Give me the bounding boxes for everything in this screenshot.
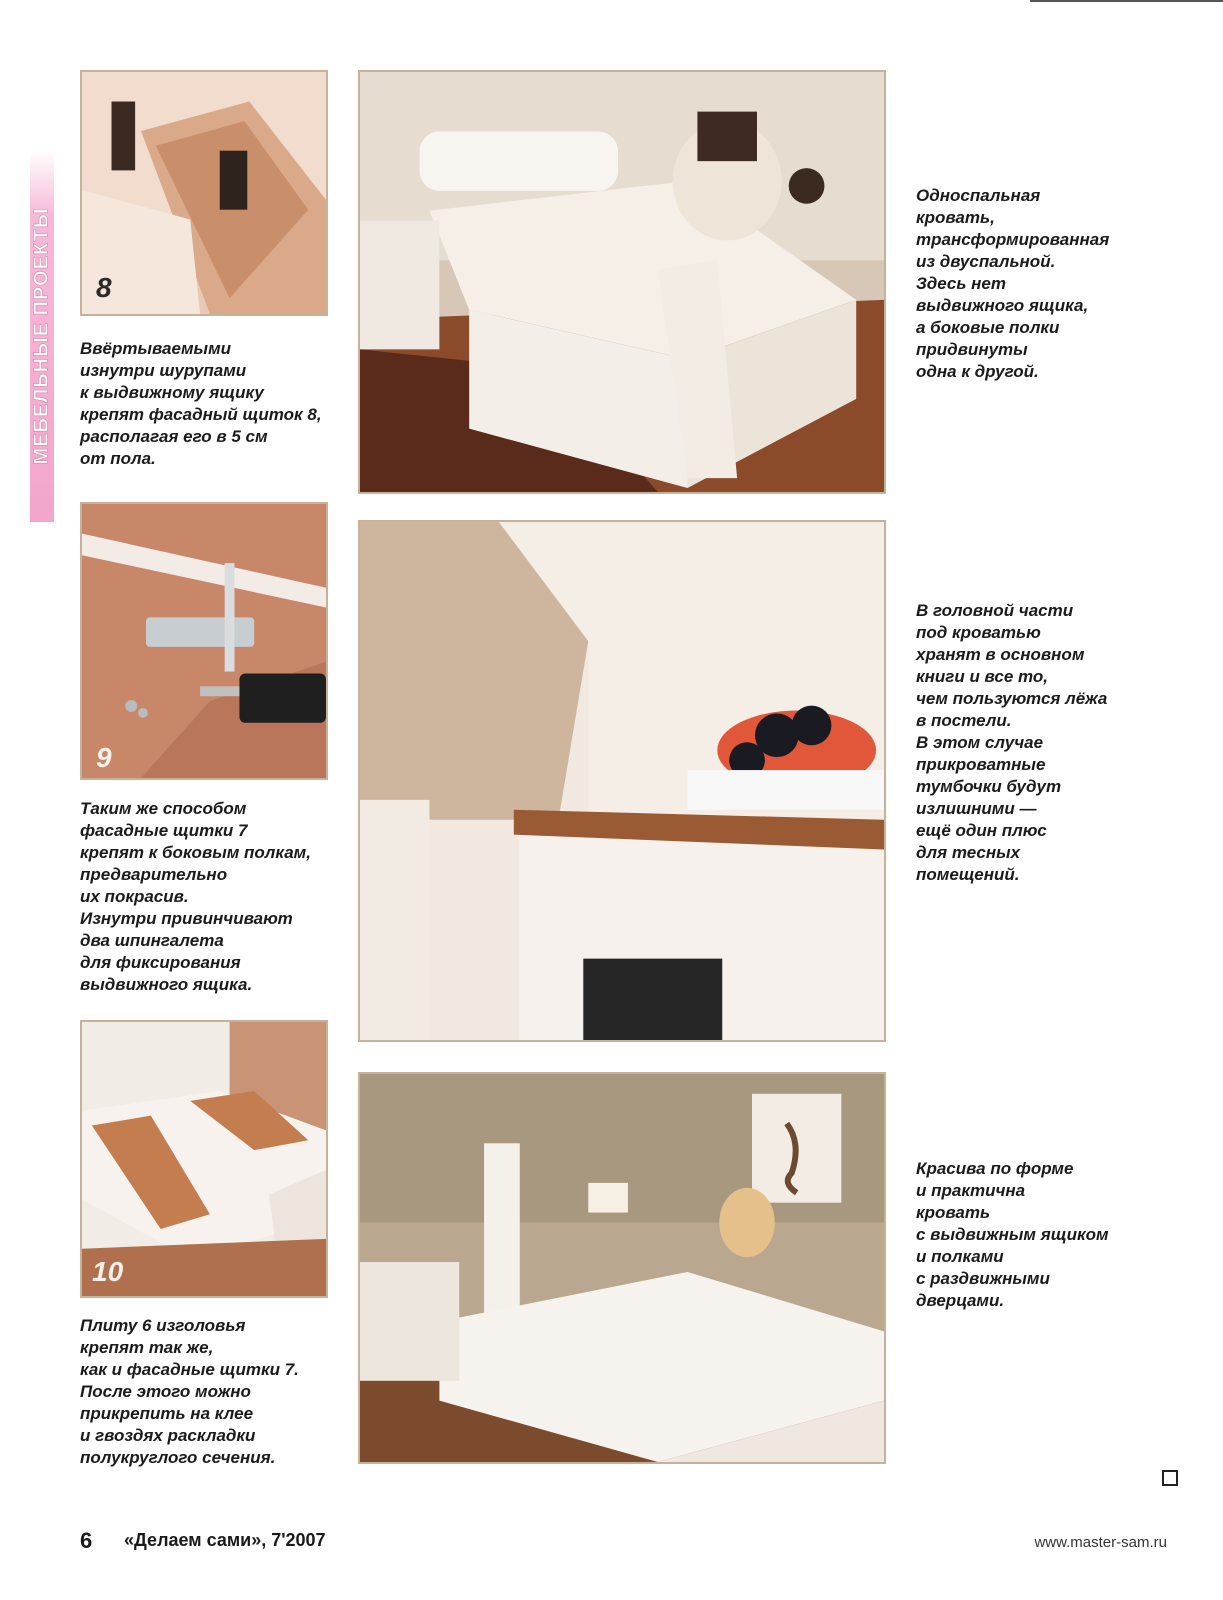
step-8-photo xyxy=(80,70,328,316)
photo-caption-1: Односпальная кровать, трансформированная из двуспальной. Здесь нет выдвижного ящика, а боковые полки придвинуты одна к другой. xyxy=(916,186,1110,381)
step-9-caption: Таким же способом фасадные щитки 7 крепят к боковым полкам, предварительно их покрасив. Изнутри привинчивают два шпингалета для фиксирования выдвижного ящика. xyxy=(80,799,311,994)
photo-caption-3: Красива по форме и практична кровать с выдвижным ящиком и полками с раздвижными дверцами. xyxy=(916,1159,1109,1310)
single-bed-photo xyxy=(358,70,886,494)
step-8-number: 8 xyxy=(96,272,112,303)
step-10-number: 10 xyxy=(92,1256,124,1287)
section-tab xyxy=(30,150,54,522)
page-number: 6 xyxy=(80,1528,93,1553)
photo-caption-2: В головной части под кроватью хранят в основном книги и все то, чем пользуются лёжа в постели. В этом случае прикроватные тумбочки будут излишними — ещё один плюс для тесных помещений. xyxy=(916,601,1108,884)
end-of-article-mark xyxy=(1162,1470,1178,1486)
bed-with-drawer-photo xyxy=(358,1072,886,1464)
magazine-title: «Делаем сами», 7'2007 xyxy=(124,1530,326,1550)
step-9-number: 9 xyxy=(96,742,112,773)
step-8-caption: Ввёртываемыми изнутри шурупами к выдвижному ящику крепят фасадный щиток 8, располагая его в 5 см от пола. xyxy=(80,339,322,468)
top-rule xyxy=(1030,0,1223,2)
section-tab-label: МЕБЕЛЬНЫЕ ПРОЕКТЫ xyxy=(30,207,53,465)
step-9-photo xyxy=(80,502,328,780)
step-10-photo xyxy=(80,1020,328,1298)
headboard-storage-photo xyxy=(358,520,886,1042)
step-10-caption: Плиту 6 изголовья крепят так же, как и фасадные щитки 7. После этого можно прикрепить на клее и гвоздях раскладки полукруглого сечения. xyxy=(80,1316,299,1467)
site-url[interactable]: www.master-sam.ru xyxy=(1034,1534,1167,1551)
